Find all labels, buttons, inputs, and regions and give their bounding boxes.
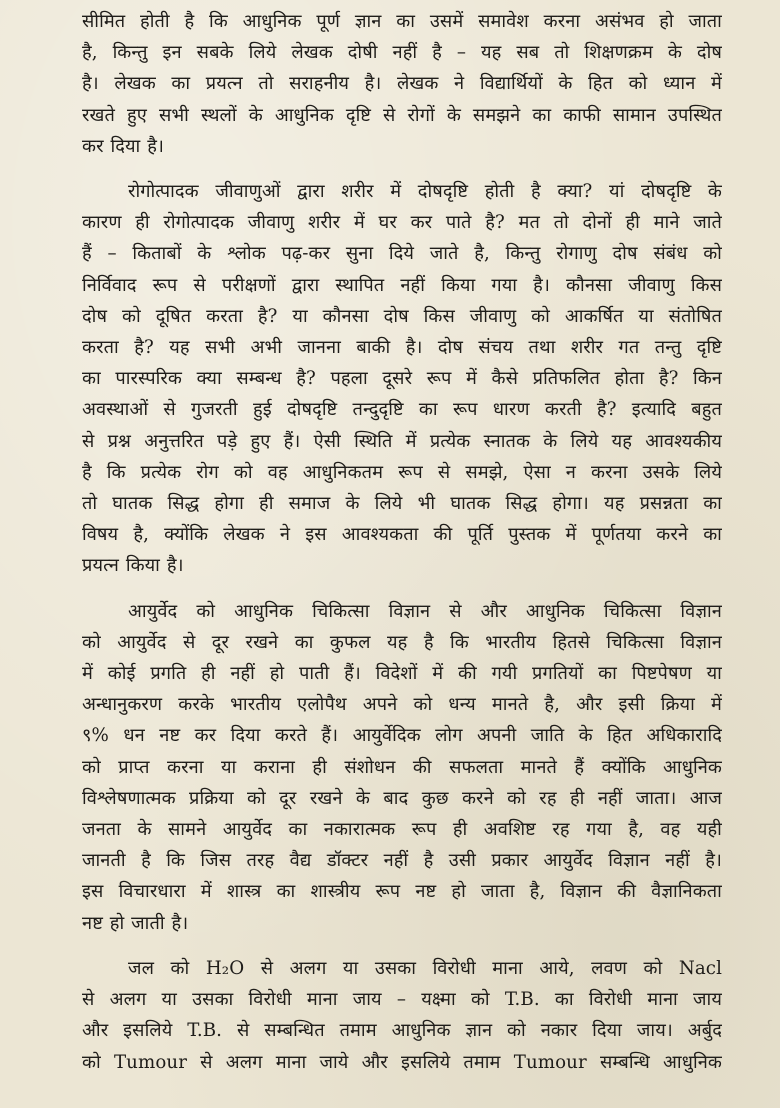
text-line: विषय है, क्योंकि लेखक ने इस आवश्यकता की पूर्ति पुस्तक में पूर्णतया करने का (82, 524, 722, 546)
text-line: से प्रश्न अनुत्तरित पड़े हुए हैं। ऐसी स्थिति में प्रत्येक स्नातक के लिये यह आवश्यकीय (82, 430, 722, 452)
text-line: है, किन्तु इन सबके लिये लेखक दोषी नहीं है – यह सब तो शिक्षणक्रम के दोष (82, 42, 722, 64)
paragraph-1 (82, 6, 722, 162)
text-line: से अलग या उसका विरोधी माना जाय – यक्ष्मा को T.B. का विरोधी माना जाय (82, 989, 722, 1011)
text-line: निर्विवाद रूप से परीक्षणों द्वारा स्थापित नहीं किया गया है। कौनसा जीवाणु किस (82, 274, 722, 296)
paragraph-3 (82, 596, 722, 939)
text-line: कारण ही रोगोत्पादक जीवाणु शरीर में घर कर पाते है? मत तो दोनों ही माने जाते (82, 212, 722, 234)
text-line: रोगोत्पादक जीवाणुओं द्वारा शरीर में दोषदृष्टि होती है क्या? यां दोषदृष्टि के (128, 181, 722, 203)
text-line: इस विचारधारा में शास्त्र का शास्त्रीय रूप नष्ट हो जाता है, विज्ञान की वैज्ञानिकता (82, 881, 722, 903)
text-line: प्रयत्न किया है। (82, 555, 184, 577)
text-line: आयुर्वेद को आधुनिक चिकित्सा विज्ञान से और आधुनिक चिकित्सा विज्ञान (128, 600, 722, 622)
text-line: जनता के सामने आयुर्वेद का नकारात्मक रूप ही अवशिष्ट रह गया है, वह यही (82, 819, 722, 841)
text-line: को आयुर्वेद से दूर रखने का कुफल यह है कि भारतीय हितसे चिकित्सा विज्ञान (82, 631, 722, 653)
paragraph-4 (82, 953, 722, 1078)
text-line: जानती है कि जिस तरह वैद्य डॉक्टर नहीं है उसी प्रकार आयुर्वेद विज्ञान नहीं है। (82, 850, 722, 872)
text-line: सीमित होती है कि आधुनिक पूर्ण ज्ञान का उसमें समावेश करना असंभव हो जाता (82, 11, 722, 32)
text-line: करता है? यह सभी अभी जानना बाकी है। दोष संचय तथा शरीर गत तन्तु दृष्टि (82, 337, 722, 359)
text-line: नष्ट हो जाती है। (82, 912, 189, 934)
text-line: हैं – किताबों के श्लोक पढ़-कर सुना दिये जाते है, किन्तु रोगाणु दोष संबंध को (82, 243, 722, 265)
text-line: ९% धन नष्ट कर दिया करते हैं। आयुर्वेदिक लोग अपनी जाति के हित अधिकारादि (82, 725, 722, 747)
text-line: तो घातक सिद्ध होगा ही समाज के लिये भी घातक सिद्ध होगा। यह प्रसन्नता का (82, 493, 722, 515)
text-line: जल को H₂O से अलग या उसका विरोधी माना आये, लवण को Nacl (128, 957, 722, 979)
text-line: अन्धानुकरण करके भारतीय एलोपैथ अपने को धन्य मानते है, और इसी क्रिया में (82, 694, 722, 716)
text-line: को Tumour से अलग माना जाये और इसलिये तमाम Tumour सम्बन्धि आधुनिक (82, 1051, 722, 1073)
text-line: को प्राप्त करना या कराना ही संशोधन की सफलता मानते हैं क्योंकि आधुनिक (82, 756, 722, 778)
text-line: दोष को दूषित करता है? या कौनसा दोष किस जीवाणु को आकर्षित या संतोषित (82, 305, 722, 327)
text-line: है। लेखक का प्रयत्न तो सराहनीय है। लेखक ने विद्यार्थियों के हित को ध्यान में (82, 73, 722, 95)
text-line: रखते हुए सभी स्थलों के आधुनिक दृष्टि से रोगों के समझने का काफी सामान उपस्थित (82, 104, 722, 126)
text-line: कर दिया है। (82, 135, 164, 157)
text-line: और इसलिये T.B. से सम्बन्धित तमाम आधुनिक ज्ञान को नकार दिया जाय। अर्बुद (82, 1020, 722, 1042)
text-line: का पारस्परिक क्या सम्बन्ध है? पहला दूसरे रूप में कैसे प्रतिफलित होता है? किन (82, 368, 722, 390)
text-line: में कोई प्रगति ही नहीं हो पाती हैं। विदेशों में की गयी प्रगतियों का पिष्टपेषण या (82, 663, 722, 685)
text-line: है कि प्रत्येक रोग को वह आधुनिकतम रूप से समझे, ऐसा न करना उसके लिये (82, 461, 722, 483)
text-line: अवस्थाओं से गुजरती हुई दोषदृष्टि तन्दुदृष्टि का रूप धारण करती है? इत्यादि बहुत (82, 399, 722, 421)
text-line: विश्लेषणात्मक प्रक्रिया को दूर रखने के बाद कुछ करने को रह ही नहीं जाता। आज (82, 787, 722, 809)
paragraph-2 (82, 176, 722, 582)
